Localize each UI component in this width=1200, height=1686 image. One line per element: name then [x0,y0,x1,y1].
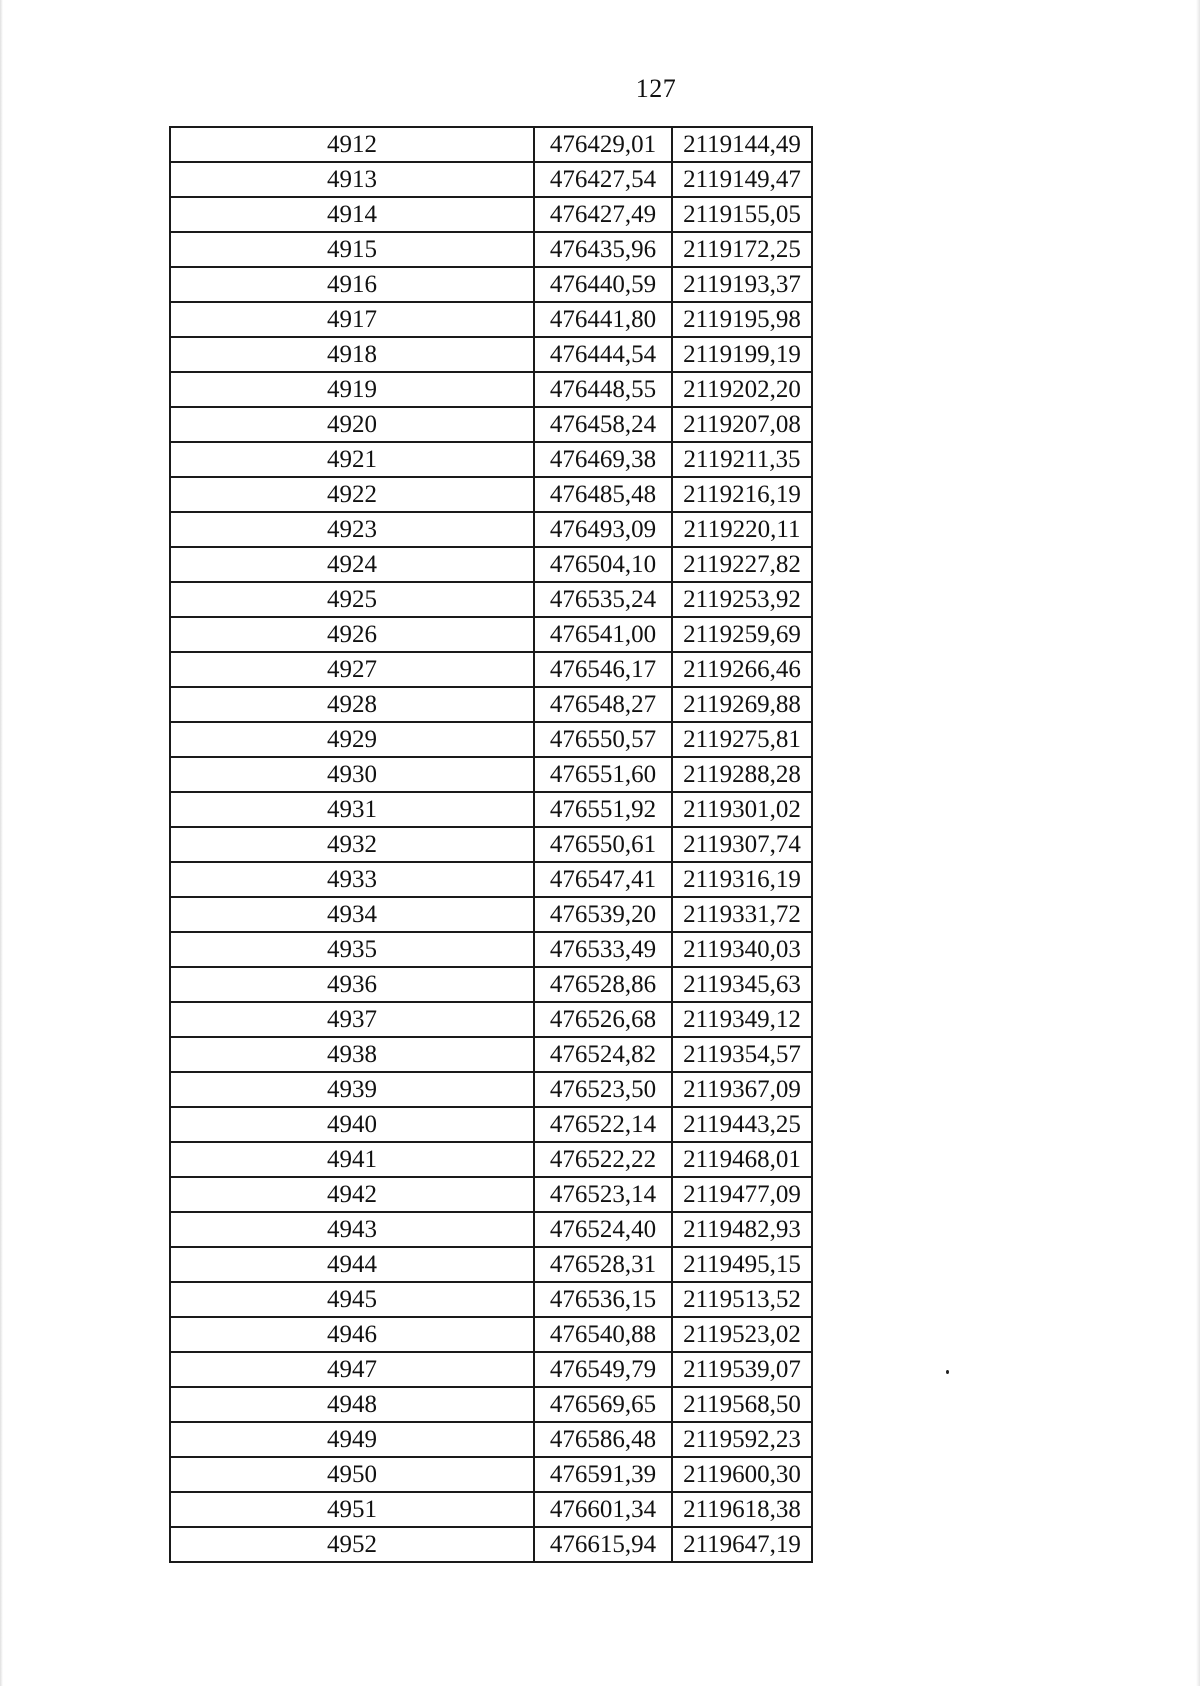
point-number-cell: 4922 [170,477,534,512]
scan-edge-right [1196,0,1200,1686]
x-coordinate-cell: 476591,39 [534,1457,672,1492]
x-coordinate-cell: 476448,55 [534,372,672,407]
table-row [170,1422,812,1457]
y-coordinate-cell: 2119307,74 [672,827,812,862]
point-number-cell: 4917 [170,302,534,337]
y-coordinate-cell: 2119216,19 [672,477,812,512]
point-number-cell: 4934 [170,897,534,932]
point-number-cell: 4936 [170,967,534,1002]
x-coordinate-cell: 476586,48 [534,1422,672,1457]
y-coordinate-cell: 2119477,09 [672,1177,812,1212]
table-row [170,337,812,372]
y-coordinate-cell: 2119443,25 [672,1107,812,1142]
point-number-cell: 4913 [170,162,534,197]
table-row [170,407,812,442]
x-coordinate-cell: 476533,49 [534,932,672,967]
point-number-cell: 4915 [170,232,534,267]
x-coordinate-cell: 476458,24 [534,407,672,442]
table-row [170,302,812,337]
table-row [170,267,812,302]
y-coordinate-cell: 2119349,12 [672,1002,812,1037]
y-coordinate-cell: 2119592,23 [672,1422,812,1457]
x-coordinate-cell: 476548,27 [534,687,672,722]
x-coordinate-cell: 476535,24 [534,582,672,617]
table-row [170,722,812,757]
point-number-cell: 4949 [170,1422,534,1457]
x-coordinate-cell: 476523,50 [534,1072,672,1107]
table-row [170,652,812,687]
point-number-cell: 4918 [170,337,534,372]
table-row [170,1527,812,1562]
point-number-cell: 4921 [170,442,534,477]
point-number-cell: 4942 [170,1177,534,1212]
scan-edge-left [0,0,3,1686]
point-number-cell: 4947 [170,1352,534,1387]
x-coordinate-cell: 476551,92 [534,792,672,827]
y-coordinate-cell: 2119220,11 [672,512,812,547]
y-coordinate-cell: 2119482,93 [672,1212,812,1247]
y-coordinate-cell: 2119513,52 [672,1282,812,1317]
table-row [170,792,812,827]
page-number: 127 [635,74,677,103]
table-row [170,1107,812,1142]
point-number-cell: 4923 [170,512,534,547]
table-row [170,897,812,932]
y-coordinate-cell: 2119345,63 [672,967,812,1002]
y-coordinate-cell: 2119331,72 [672,897,812,932]
point-number-cell: 4920 [170,407,534,442]
y-coordinate-cell: 2119207,08 [672,407,812,442]
table-row [170,442,812,477]
point-number-cell: 4945 [170,1282,534,1317]
y-coordinate-cell: 2119316,19 [672,862,812,897]
point-number-cell: 4932 [170,827,534,862]
y-coordinate-cell: 2119354,57 [672,1037,812,1072]
table-row [170,547,812,582]
scan-speck [946,1370,949,1374]
coordinates-table-body [170,127,812,1562]
y-coordinate-cell: 2119523,02 [672,1317,812,1352]
y-coordinate-cell: 2119211,35 [672,442,812,477]
table-row [170,1002,812,1037]
table-row [170,617,812,652]
point-number-cell: 4927 [170,652,534,687]
x-coordinate-cell: 476536,15 [534,1282,672,1317]
y-coordinate-cell: 2119647,19 [672,1527,812,1562]
point-number-cell: 4924 [170,547,534,582]
x-coordinate-cell: 476539,20 [534,897,672,932]
point-number-cell: 4931 [170,792,534,827]
y-coordinate-cell: 2119269,88 [672,687,812,722]
y-coordinate-cell: 2119568,50 [672,1387,812,1422]
point-number-cell: 4952 [170,1527,534,1562]
point-number-cell: 4937 [170,1002,534,1037]
point-number-cell: 4912 [170,127,534,162]
table-row [170,967,812,1002]
table-row [170,687,812,722]
table-row [170,1317,812,1352]
x-coordinate-cell: 476427,54 [534,162,672,197]
x-coordinate-cell: 476601,34 [534,1492,672,1527]
table-row [170,477,812,512]
x-coordinate-cell: 476440,59 [534,267,672,302]
x-coordinate-cell: 476522,22 [534,1142,672,1177]
x-coordinate-cell: 476526,68 [534,1002,672,1037]
x-coordinate-cell: 476569,65 [534,1387,672,1422]
point-number-cell: 4914 [170,197,534,232]
x-coordinate-cell: 476523,14 [534,1177,672,1212]
y-coordinate-cell: 2119172,25 [672,232,812,267]
y-coordinate-cell: 2119618,38 [672,1492,812,1527]
table-row [170,1177,812,1212]
x-coordinate-cell: 476427,49 [534,197,672,232]
table-row [170,1212,812,1247]
point-number-cell: 4925 [170,582,534,617]
table-row [170,1142,812,1177]
point-number-cell: 4943 [170,1212,534,1247]
point-number-cell: 4944 [170,1247,534,1282]
y-coordinate-cell: 2119266,46 [672,652,812,687]
table-row [170,197,812,232]
table-row [170,862,812,897]
x-coordinate-cell: 476540,88 [534,1317,672,1352]
x-coordinate-cell: 476524,40 [534,1212,672,1247]
y-coordinate-cell: 2119301,02 [672,792,812,827]
point-number-cell: 4928 [170,687,534,722]
table-row [170,1282,812,1317]
x-coordinate-cell: 476550,61 [534,827,672,862]
x-coordinate-cell: 476441,80 [534,302,672,337]
x-coordinate-cell: 476444,54 [534,337,672,372]
y-coordinate-cell: 2119253,92 [672,582,812,617]
x-coordinate-cell: 476541,00 [534,617,672,652]
y-coordinate-cell: 2119539,07 [672,1352,812,1387]
point-number-cell: 4951 [170,1492,534,1527]
y-coordinate-cell: 2119288,28 [672,757,812,792]
table-row [170,232,812,267]
table-row [170,1352,812,1387]
x-coordinate-cell: 476485,48 [534,477,672,512]
coordinates-table [169,126,813,1563]
table-row [170,582,812,617]
table-row [170,1387,812,1422]
point-number-cell: 4935 [170,932,534,967]
table-row [170,512,812,547]
y-coordinate-cell: 2119193,37 [672,267,812,302]
table-row [170,1457,812,1492]
point-number-cell: 4940 [170,1107,534,1142]
x-coordinate-cell: 476435,96 [534,232,672,267]
point-number-cell: 4919 [170,372,534,407]
x-coordinate-cell: 476546,17 [534,652,672,687]
x-coordinate-cell: 476549,79 [534,1352,672,1387]
y-coordinate-cell: 2119367,09 [672,1072,812,1107]
table-row [170,1247,812,1282]
table-row [170,932,812,967]
x-coordinate-cell: 476615,94 [534,1527,672,1562]
point-number-cell: 4933 [170,862,534,897]
y-coordinate-cell: 2119259,69 [672,617,812,652]
x-coordinate-cell: 476528,31 [534,1247,672,1282]
table-row [170,1037,812,1072]
point-number-cell: 4916 [170,267,534,302]
y-coordinate-cell: 2119468,01 [672,1142,812,1177]
table-row [170,827,812,862]
y-coordinate-cell: 2119155,05 [672,197,812,232]
point-number-cell: 4948 [170,1387,534,1422]
x-coordinate-cell: 476528,86 [534,967,672,1002]
y-coordinate-cell: 2119600,30 [672,1457,812,1492]
table-row [170,372,812,407]
x-coordinate-cell: 476547,41 [534,862,672,897]
x-coordinate-cell: 476551,60 [534,757,672,792]
point-number-cell: 4941 [170,1142,534,1177]
y-coordinate-cell: 2119340,03 [672,932,812,967]
y-coordinate-cell: 2119275,81 [672,722,812,757]
y-coordinate-cell: 2119202,20 [672,372,812,407]
point-number-cell: 4939 [170,1072,534,1107]
x-coordinate-cell: 476524,82 [534,1037,672,1072]
y-coordinate-cell: 2119227,82 [672,547,812,582]
y-coordinate-cell: 2119149,47 [672,162,812,197]
y-coordinate-cell: 2119495,15 [672,1247,812,1282]
y-coordinate-cell: 2119195,98 [672,302,812,337]
point-number-cell: 4929 [170,722,534,757]
x-coordinate-cell: 476522,14 [534,1107,672,1142]
table-row [170,162,812,197]
x-coordinate-cell: 476504,10 [534,547,672,582]
point-number-cell: 4930 [170,757,534,792]
point-number-cell: 4926 [170,617,534,652]
point-number-cell: 4950 [170,1457,534,1492]
x-coordinate-cell: 476469,38 [534,442,672,477]
x-coordinate-cell: 476550,57 [534,722,672,757]
x-coordinate-cell: 476429,01 [534,127,672,162]
y-coordinate-cell: 2119199,19 [672,337,812,372]
y-coordinate-cell: 2119144,49 [672,127,812,162]
table-row [170,127,812,162]
table-row [170,1072,812,1107]
point-number-cell: 4946 [170,1317,534,1352]
table-row [170,1492,812,1527]
table-row [170,757,812,792]
point-number-cell: 4938 [170,1037,534,1072]
x-coordinate-cell: 476493,09 [534,512,672,547]
